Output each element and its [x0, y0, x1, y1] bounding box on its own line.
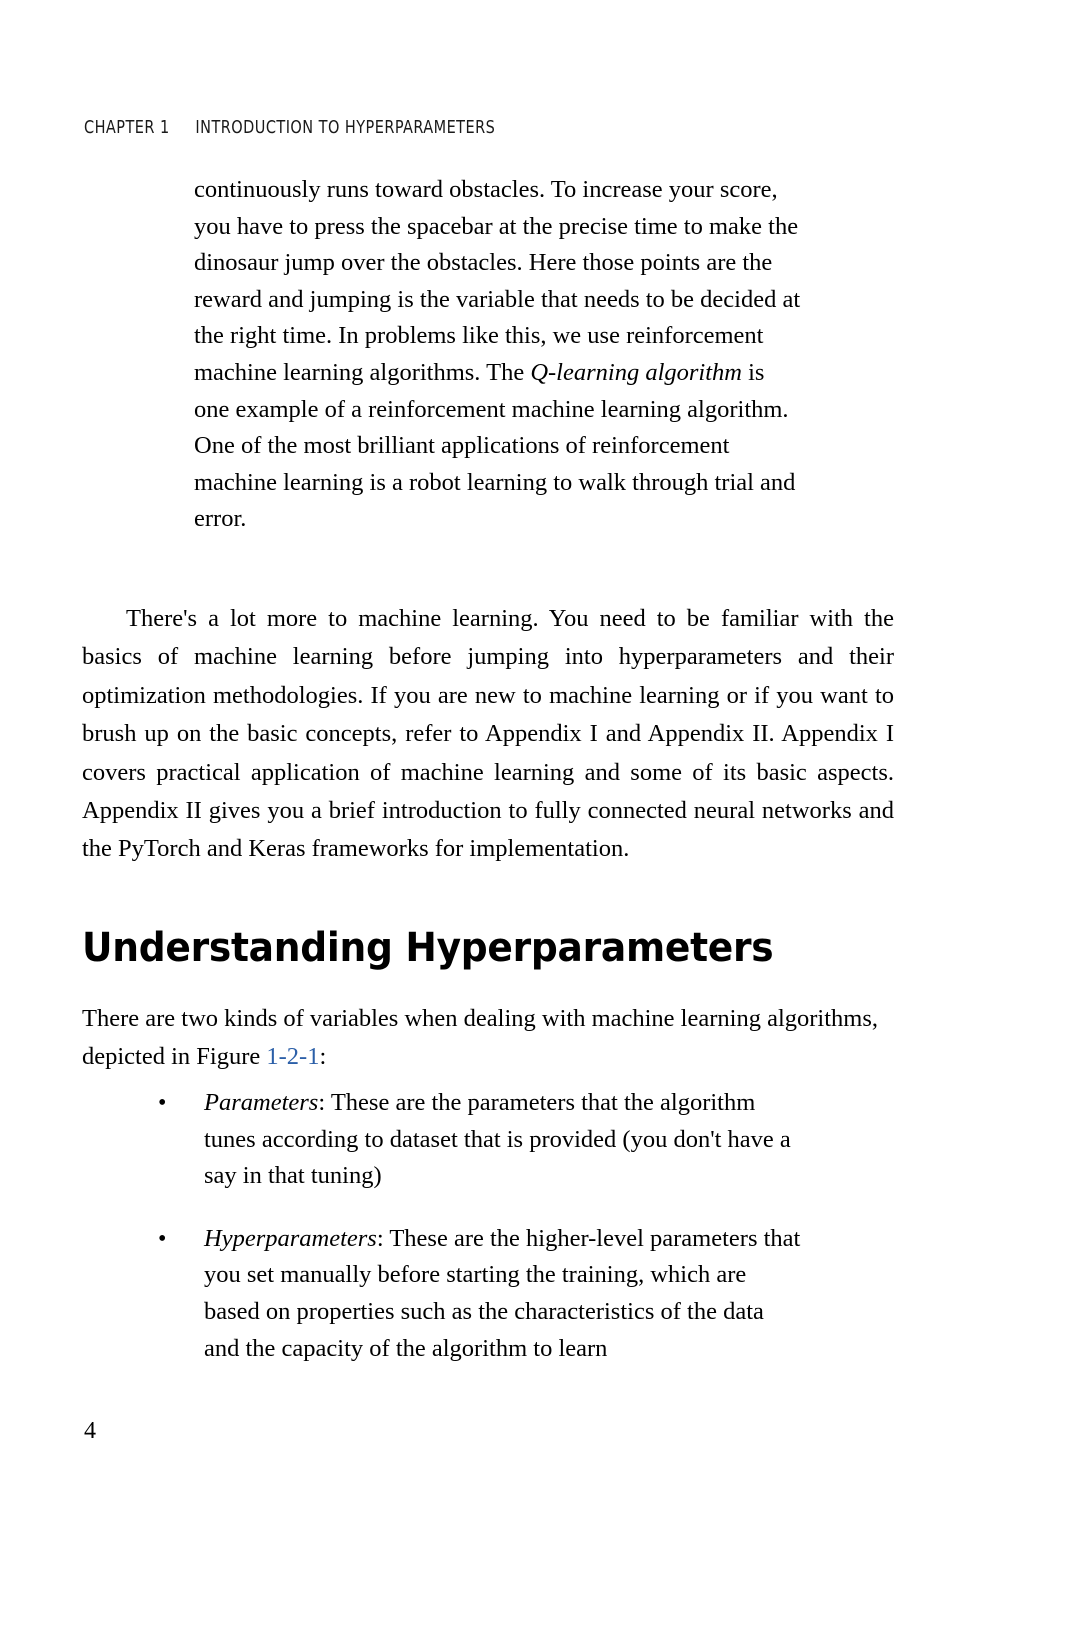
section-intro-paragraph — [82, 1000, 882, 1077]
list-item — [150, 1085, 804, 1195]
bullet-dot-icon: • — [158, 1225, 167, 1252]
intro-text-before: There are two kinds of variables when dealing with machine learning algorithms, depicted in Figure — [82, 1005, 878, 1071]
q-learning-term: Q-learning algorithm — [530, 358, 742, 386]
page-number: 4 — [84, 1418, 96, 1444]
bullet-list — [150, 1085, 830, 1393]
body-paragraph: There's a lot more to machine learning. You need to be familiar with the basics of machine learning before jumping into hyperparameters and their optimization methodologies. If you are new to machine learning or if you want to brush up on the basic concepts, refer to Appendix I and Appendix II. Appendix I covers practical application of machine learning and some of its basic aspects. Appendix II gives you a brief introduction to fully connected neural networks and the PyTorch and Keras frameworks for implementation. — [82, 605, 894, 863]
continuation-text-start: continuously runs toward obstacles. To increase your score, you have to press the spacebar at the precise time to make the dinosaur jump over the obstacles. Here those points are the reward and jumping is the variable that needs to be decided at the right time. In problems like this, we use reinforcement machine learning algorithms. The — [194, 176, 801, 386]
list-item-text: : These are the higher-level parameters that you set manually before starting the training, which are based on properties such as the characteristics of the data and the capacity of the algorithm to learn — [204, 1224, 801, 1362]
figure-cross-reference[interactable]: 1-2-1 — [266, 1043, 320, 1071]
list-item-text: : These are the parameters that the algorithm tunes according to dataset that is provided (you don't have a say in that tuning) — [204, 1089, 791, 1190]
list-item — [150, 1221, 804, 1367]
bullet-dot-icon: • — [158, 1090, 167, 1116]
list-item-term: Hyperparameters — [204, 1224, 377, 1252]
continuation-paragraph-block — [194, 172, 804, 538]
continuation-text-end: is one example of a reinforcement machine learning algorithm. One of the most brilliant applications of reinforcement machine learning is a robot learning to walk through trial and error. — [194, 358, 796, 533]
continuation-paragraph — [194, 172, 804, 538]
running-head-chapter: CHAPTER 1 — [84, 118, 170, 138]
intro-text-after: : — [319, 1043, 327, 1071]
list-item-term: Parameters — [204, 1089, 319, 1116]
running-head-title: INTRODUCTION TO HYPERPARAMETERS — [195, 118, 496, 138]
section-heading: Understanding Hyperparameters — [82, 925, 774, 971]
running-head — [84, 118, 495, 138]
